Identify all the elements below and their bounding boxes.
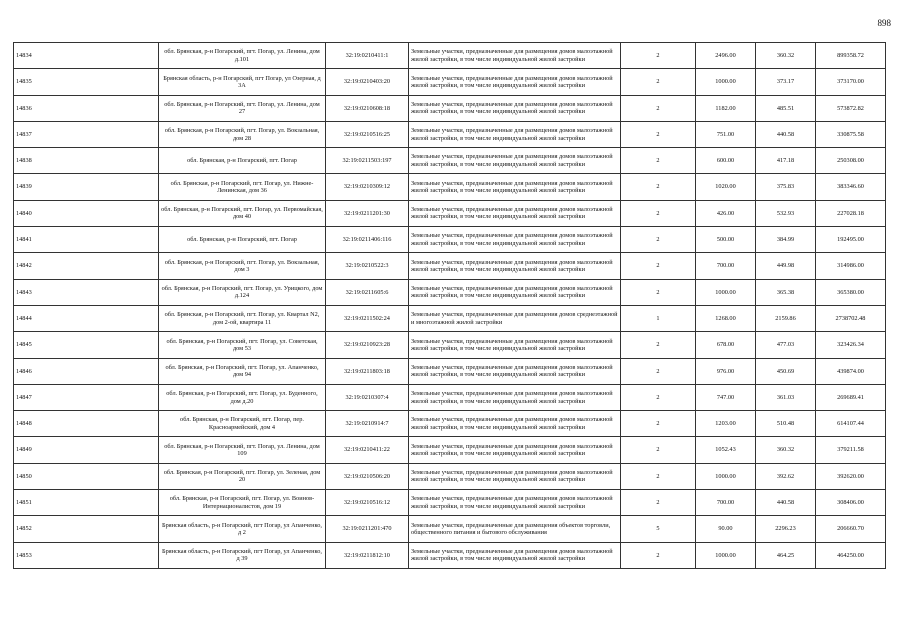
address-cell: Брянская область, р-н Погарский, пгт Погар, ул Апанченко, д 2 xyxy=(159,516,326,542)
row-number: 14840 xyxy=(14,200,159,226)
area-cell: 1000.00 xyxy=(696,542,756,568)
table-row xyxy=(14,279,886,305)
table-row xyxy=(14,95,886,121)
cadastral-value-cell: 250308.00 xyxy=(816,148,886,174)
cadastral-number-cell: 32:19:0210516:12 xyxy=(326,490,409,516)
table-row xyxy=(14,69,886,95)
cadastral-value-cell: 227028.18 xyxy=(816,200,886,226)
area-cell: 600.00 xyxy=(696,148,756,174)
cadastral-value-cell: 308406.00 xyxy=(816,490,886,516)
address-cell: обл. Брянская, р-н Погарский, пгт. Погар, ул. Ленина, дом 109 xyxy=(159,437,326,463)
cadastral-value-cell: 373170.00 xyxy=(816,69,886,95)
group-cell: 2 xyxy=(621,332,696,358)
group-cell: 2 xyxy=(621,43,696,69)
address-cell: обл. Брянская, р-н Погарский, пгт. Погар xyxy=(159,148,326,174)
land-use-cell: Земельные участки, предназначенные для размещения домов малоэтажной жилой застройки, в том числе индивидуальной жилой застройки xyxy=(409,200,621,226)
address-cell: обл. Брянская, р-н Погарский, пгт. Погар, ул. Первомайская, дом 40 xyxy=(159,200,326,226)
area-cell: 1268.00 xyxy=(696,305,756,331)
land-use-cell: Земельные участки, предназначенные для размещения домов малоэтажной жилой застройки, в том числе индивидуальной жилой застройки xyxy=(409,332,621,358)
row-number: 14851 xyxy=(14,490,159,516)
group-cell: 2 xyxy=(621,463,696,489)
land-use-cell: Земельные участки, предназначенные для размещения домов малоэтажной жилой застройки, в том числе индивидуальной жилой застройки xyxy=(409,279,621,305)
cadastral-value-cell: 192495.00 xyxy=(816,227,886,253)
group-cell: 2 xyxy=(621,148,696,174)
table-body xyxy=(14,43,886,569)
group-cell: 2 xyxy=(621,95,696,121)
row-number: 14844 xyxy=(14,305,159,331)
area-cell: 1182.00 xyxy=(696,95,756,121)
specific-value-cell: 375.83 xyxy=(756,174,816,200)
group-cell: 2 xyxy=(621,384,696,410)
cadastral-number-cell: 32:19:0211812:10 xyxy=(326,542,409,568)
area-cell: 751.00 xyxy=(696,121,756,147)
specific-value-cell: 360.32 xyxy=(756,43,816,69)
area-cell: 700.00 xyxy=(696,490,756,516)
cadastral-number-cell: 32:19:0210506:20 xyxy=(326,463,409,489)
land-use-cell: Земельные участки, предназначенные для размещения домов малоэтажной жилой застройки, в том числе индивидуальной жилой застройки xyxy=(409,95,621,121)
group-cell: 2 xyxy=(621,490,696,516)
specific-value-cell: 2159.86 xyxy=(756,305,816,331)
land-use-cell: Земельные участки, предназначенные для размещения домов малоэтажной жилой застройки, в том числе индивидуальной жилой застройки xyxy=(409,437,621,463)
cadastral-number-cell: 32:19:0210309:12 xyxy=(326,174,409,200)
address-cell: обл. Брянская, р-н Погарский, пгт. Погар, ул. Апанченко, дом 94 xyxy=(159,358,326,384)
address-cell: Брянская область, р-н Погарский, пгт Погар, ул Озерная, д 3А xyxy=(159,69,326,95)
specific-value-cell: 2296.23 xyxy=(756,516,816,542)
specific-value-cell: 449.98 xyxy=(756,253,816,279)
cadastral-number-cell: 32:19:0211803:18 xyxy=(326,358,409,384)
cadastral-value-cell: 383346.60 xyxy=(816,174,886,200)
area-cell: 1000.00 xyxy=(696,279,756,305)
specific-value-cell: 532.93 xyxy=(756,200,816,226)
table-row xyxy=(14,253,886,279)
table-row xyxy=(14,490,886,516)
group-cell: 2 xyxy=(621,279,696,305)
land-use-cell: Земельные участки, предназначенные для размещения домов малоэтажной жилой застройки, в том числе индивидуальной жилой застройки xyxy=(409,174,621,200)
area-cell: 700.00 xyxy=(696,253,756,279)
specific-value-cell: 392.62 xyxy=(756,463,816,489)
land-use-cell: Земельные участки, предназначенные для размещения домов малоэтажной жилой застройки, в том числе индивидуальной жилой застройки xyxy=(409,542,621,568)
cadastral-value-cell: 314986.00 xyxy=(816,253,886,279)
cadastral-value-cell: 439874.00 xyxy=(816,358,886,384)
group-cell: 2 xyxy=(621,200,696,226)
group-cell: 2 xyxy=(621,358,696,384)
cadastral-value-cell: 392620.00 xyxy=(816,463,886,489)
row-number: 14845 xyxy=(14,332,159,358)
table-row xyxy=(14,227,886,253)
area-cell: 1000.00 xyxy=(696,463,756,489)
row-number: 14852 xyxy=(14,516,159,542)
group-cell: 2 xyxy=(621,174,696,200)
cadastral-value-cell: 379211.58 xyxy=(816,437,886,463)
table-row xyxy=(14,411,886,437)
cadastral-number-cell: 32:19:0210411:1 xyxy=(326,43,409,69)
table-row xyxy=(14,121,886,147)
cadastral-number-cell: 32:19:0210522:3 xyxy=(326,253,409,279)
specific-value-cell: 373.17 xyxy=(756,69,816,95)
area-cell: 747.00 xyxy=(696,384,756,410)
page-number: 898 xyxy=(877,18,891,28)
area-cell: 500.00 xyxy=(696,227,756,253)
row-number: 14835 xyxy=(14,69,159,95)
table-row xyxy=(14,437,886,463)
group-cell: 2 xyxy=(621,227,696,253)
specific-value-cell: 450.69 xyxy=(756,358,816,384)
group-cell: 2 xyxy=(621,542,696,568)
address-cell: обл. Брянская, р-н Погарский, пгт. Погар, ул. Советская, дом 53 xyxy=(159,332,326,358)
address-cell: обл. Брянская, р-н Погарский, пгт. Погар, ул. Зеленая, дом 20 xyxy=(159,463,326,489)
row-number: 14848 xyxy=(14,411,159,437)
specific-value-cell: 384.99 xyxy=(756,227,816,253)
land-use-cell: Земельные участки, предназначенные для размещения домов малоэтажной жилой застройки, в том числе индивидуальной жилой застройки xyxy=(409,121,621,147)
land-use-cell: Земельные участки, предназначенные для размещения домов малоэтажной жилой застройки, в том числе индивидуальной жилой застройки xyxy=(409,227,621,253)
row-number: 14849 xyxy=(14,437,159,463)
cadastral-number-cell: 32:19:0210411:22 xyxy=(326,437,409,463)
area-cell: 976.00 xyxy=(696,358,756,384)
specific-value-cell: 510.48 xyxy=(756,411,816,437)
cadastral-number-cell: 32:19:0210403:20 xyxy=(326,69,409,95)
address-cell: обл. Брянская, р-н Погарский, пгт. Погар, ул. Воинов-Интернационалистов, дом 19 xyxy=(159,490,326,516)
cadastral-number-cell: 32:19:0211406:116 xyxy=(326,227,409,253)
area-cell: 1000.00 xyxy=(696,69,756,95)
land-use-cell: Земельные участки, предназначенные для размещения домов малоэтажной жилой застройки, в том числе индивидуальной жилой застройки xyxy=(409,43,621,69)
address-cell: обл. Брянская, р-н Погарский, пгт. Погар, ул. Вокзальная, дом 28 xyxy=(159,121,326,147)
cadastral-value-cell: 330875.58 xyxy=(816,121,886,147)
land-use-cell: Земельные участки, предназначенные для размещения домов малоэтажной жилой застройки, в том числе индивидуальной жилой застройки xyxy=(409,463,621,489)
land-use-cell: Земельные участки, предназначенные для размещения объектов торговли, общественного питания и бытового обслуживания xyxy=(409,516,621,542)
group-cell: 2 xyxy=(621,121,696,147)
cadastral-number-cell: 32:19:0210608:18 xyxy=(326,95,409,121)
area-cell: 1020.00 xyxy=(696,174,756,200)
row-number: 14834 xyxy=(14,43,159,69)
address-cell: обл. Брянская, р-н Погарский, пгт. Погар, ул. Урицкого, дом д.124 xyxy=(159,279,326,305)
row-number: 14847 xyxy=(14,384,159,410)
group-cell: 2 xyxy=(621,437,696,463)
land-use-cell: Земельные участки, предназначенные для размещения домов среднеэтажной и многоэтажной жилой застройки xyxy=(409,305,621,331)
area-cell: 1203.00 xyxy=(696,411,756,437)
table-row xyxy=(14,384,886,410)
row-number: 14842 xyxy=(14,253,159,279)
cadastral-number-cell: 32:19:0211201:470 xyxy=(326,516,409,542)
group-cell: 5 xyxy=(621,516,696,542)
table-row xyxy=(14,463,886,489)
land-use-cell: Земельные участки, предназначенные для размещения домов малоэтажной жилой застройки, в том числе индивидуальной жилой застройки xyxy=(409,358,621,384)
cadastral-value-cell: 269689.41 xyxy=(816,384,886,410)
cadastral-value-cell: 323426.34 xyxy=(816,332,886,358)
group-cell: 2 xyxy=(621,253,696,279)
cadastral-value-cell: 2738702.48 xyxy=(816,305,886,331)
row-number: 14843 xyxy=(14,279,159,305)
group-cell: 1 xyxy=(621,305,696,331)
cadastral-number-cell: 32:19:0211503:197 xyxy=(326,148,409,174)
land-use-cell: Земельные участки, предназначенные для размещения домов малоэтажной жилой застройки, в том числе индивидуальной жилой застройки xyxy=(409,148,621,174)
table-row xyxy=(14,305,886,331)
cadastral-number-cell: 32:19:0211605:6 xyxy=(326,279,409,305)
table-row xyxy=(14,542,886,568)
address-cell: обл. Брянская, р-н Погарский, пгт. Погар, ул. Квартал N2, дом 2-ой, квартира 11 xyxy=(159,305,326,331)
cadastral-value-table xyxy=(13,42,886,569)
area-cell: 90.00 xyxy=(696,516,756,542)
specific-value-cell: 361.03 xyxy=(756,384,816,410)
address-cell: обл. Брянская, р-н Погарский, пгт. Погар, ул. Ленина, дом 27 xyxy=(159,95,326,121)
land-use-cell: Земельные участки, предназначенные для размещения домов малоэтажной жилой застройки, в том числе индивидуальной жилой застройки xyxy=(409,411,621,437)
specific-value-cell: 360.32 xyxy=(756,437,816,463)
table-row xyxy=(14,332,886,358)
cadastral-value-cell: 464250.00 xyxy=(816,542,886,568)
cadastral-number-cell: 32:19:0210307:4 xyxy=(326,384,409,410)
address-cell: обл. Брянская, р-н Погарский, пгт. Погар, ул. Ленина, дом д.101 xyxy=(159,43,326,69)
table-row xyxy=(14,43,886,69)
cadastral-number-cell: 32:19:0210516:25 xyxy=(326,121,409,147)
specific-value-cell: 477.03 xyxy=(756,332,816,358)
row-number: 14853 xyxy=(14,542,159,568)
area-cell: 1052.43 xyxy=(696,437,756,463)
address-cell: обл. Брянская, р-н Погарский, пгт. Погар, ул. Нижне-Ленинская, дом 36 xyxy=(159,174,326,200)
table-row xyxy=(14,516,886,542)
cadastral-value-cell: 614107.44 xyxy=(816,411,886,437)
land-use-cell: Земельные участки, предназначенные для размещения домов малоэтажной жилой застройки, в том числе индивидуальной жилой застройки xyxy=(409,384,621,410)
address-cell: обл. Брянская, р-н Погарский, пгт. Погар, ул. Вокзальная, дом 3 xyxy=(159,253,326,279)
specific-value-cell: 417.18 xyxy=(756,148,816,174)
specific-value-cell: 440.58 xyxy=(756,121,816,147)
group-cell: 2 xyxy=(621,69,696,95)
cadastral-value-cell: 206660.70 xyxy=(816,516,886,542)
cadastral-number-cell: 32:19:0210914:7 xyxy=(326,411,409,437)
table-row xyxy=(14,200,886,226)
group-cell: 2 xyxy=(621,411,696,437)
cadastral-value-cell: 899358.72 xyxy=(816,43,886,69)
table-row xyxy=(14,358,886,384)
land-use-cell: Земельные участки, предназначенные для размещения домов малоэтажной жилой застройки, в том числе индивидуальной жилой застройки xyxy=(409,69,621,95)
specific-value-cell: 464.25 xyxy=(756,542,816,568)
area-cell: 2496.00 xyxy=(696,43,756,69)
row-number: 14838 xyxy=(14,148,159,174)
address-cell: обл. Брянская, р-н Погарский, пгт. Погар, ул. Буденного, дом д.20 xyxy=(159,384,326,410)
specific-value-cell: 365.38 xyxy=(756,279,816,305)
area-cell: 426.00 xyxy=(696,200,756,226)
cadastral-number-cell: 32:19:0210923:28 xyxy=(326,332,409,358)
address-cell: обл. Брянская, р-н Погарский, пгт. Погар, пер. Красноармейский, дом 4 xyxy=(159,411,326,437)
cadastral-value-cell: 365380.00 xyxy=(816,279,886,305)
row-number: 14839 xyxy=(14,174,159,200)
specific-value-cell: 485.51 xyxy=(756,95,816,121)
table-row xyxy=(14,148,886,174)
cadastral-number-cell: 32:19:0211502:24 xyxy=(326,305,409,331)
row-number: 14846 xyxy=(14,358,159,384)
land-use-cell: Земельные участки, предназначенные для размещения домов малоэтажной жилой застройки, в том числе индивидуальной жилой застройки xyxy=(409,253,621,279)
row-number: 14850 xyxy=(14,463,159,489)
address-cell: Брянская область, р-н Погарский, пгт Погар, ул Апанченко, д 39 xyxy=(159,542,326,568)
table-row xyxy=(14,174,886,200)
row-number: 14837 xyxy=(14,121,159,147)
address-cell: обл. Брянская, р-н Погарский, пгт. Погар xyxy=(159,227,326,253)
land-use-cell: Земельные участки, предназначенные для размещения домов малоэтажной жилой застройки, в том числе индивидуальной жилой застройки xyxy=(409,490,621,516)
cadastral-number-cell: 32:19:0211201:30 xyxy=(326,200,409,226)
cadastral-value-cell: 573872.82 xyxy=(816,95,886,121)
row-number: 14841 xyxy=(14,227,159,253)
specific-value-cell: 440.58 xyxy=(756,490,816,516)
row-number: 14836 xyxy=(14,95,159,121)
area-cell: 678.00 xyxy=(696,332,756,358)
